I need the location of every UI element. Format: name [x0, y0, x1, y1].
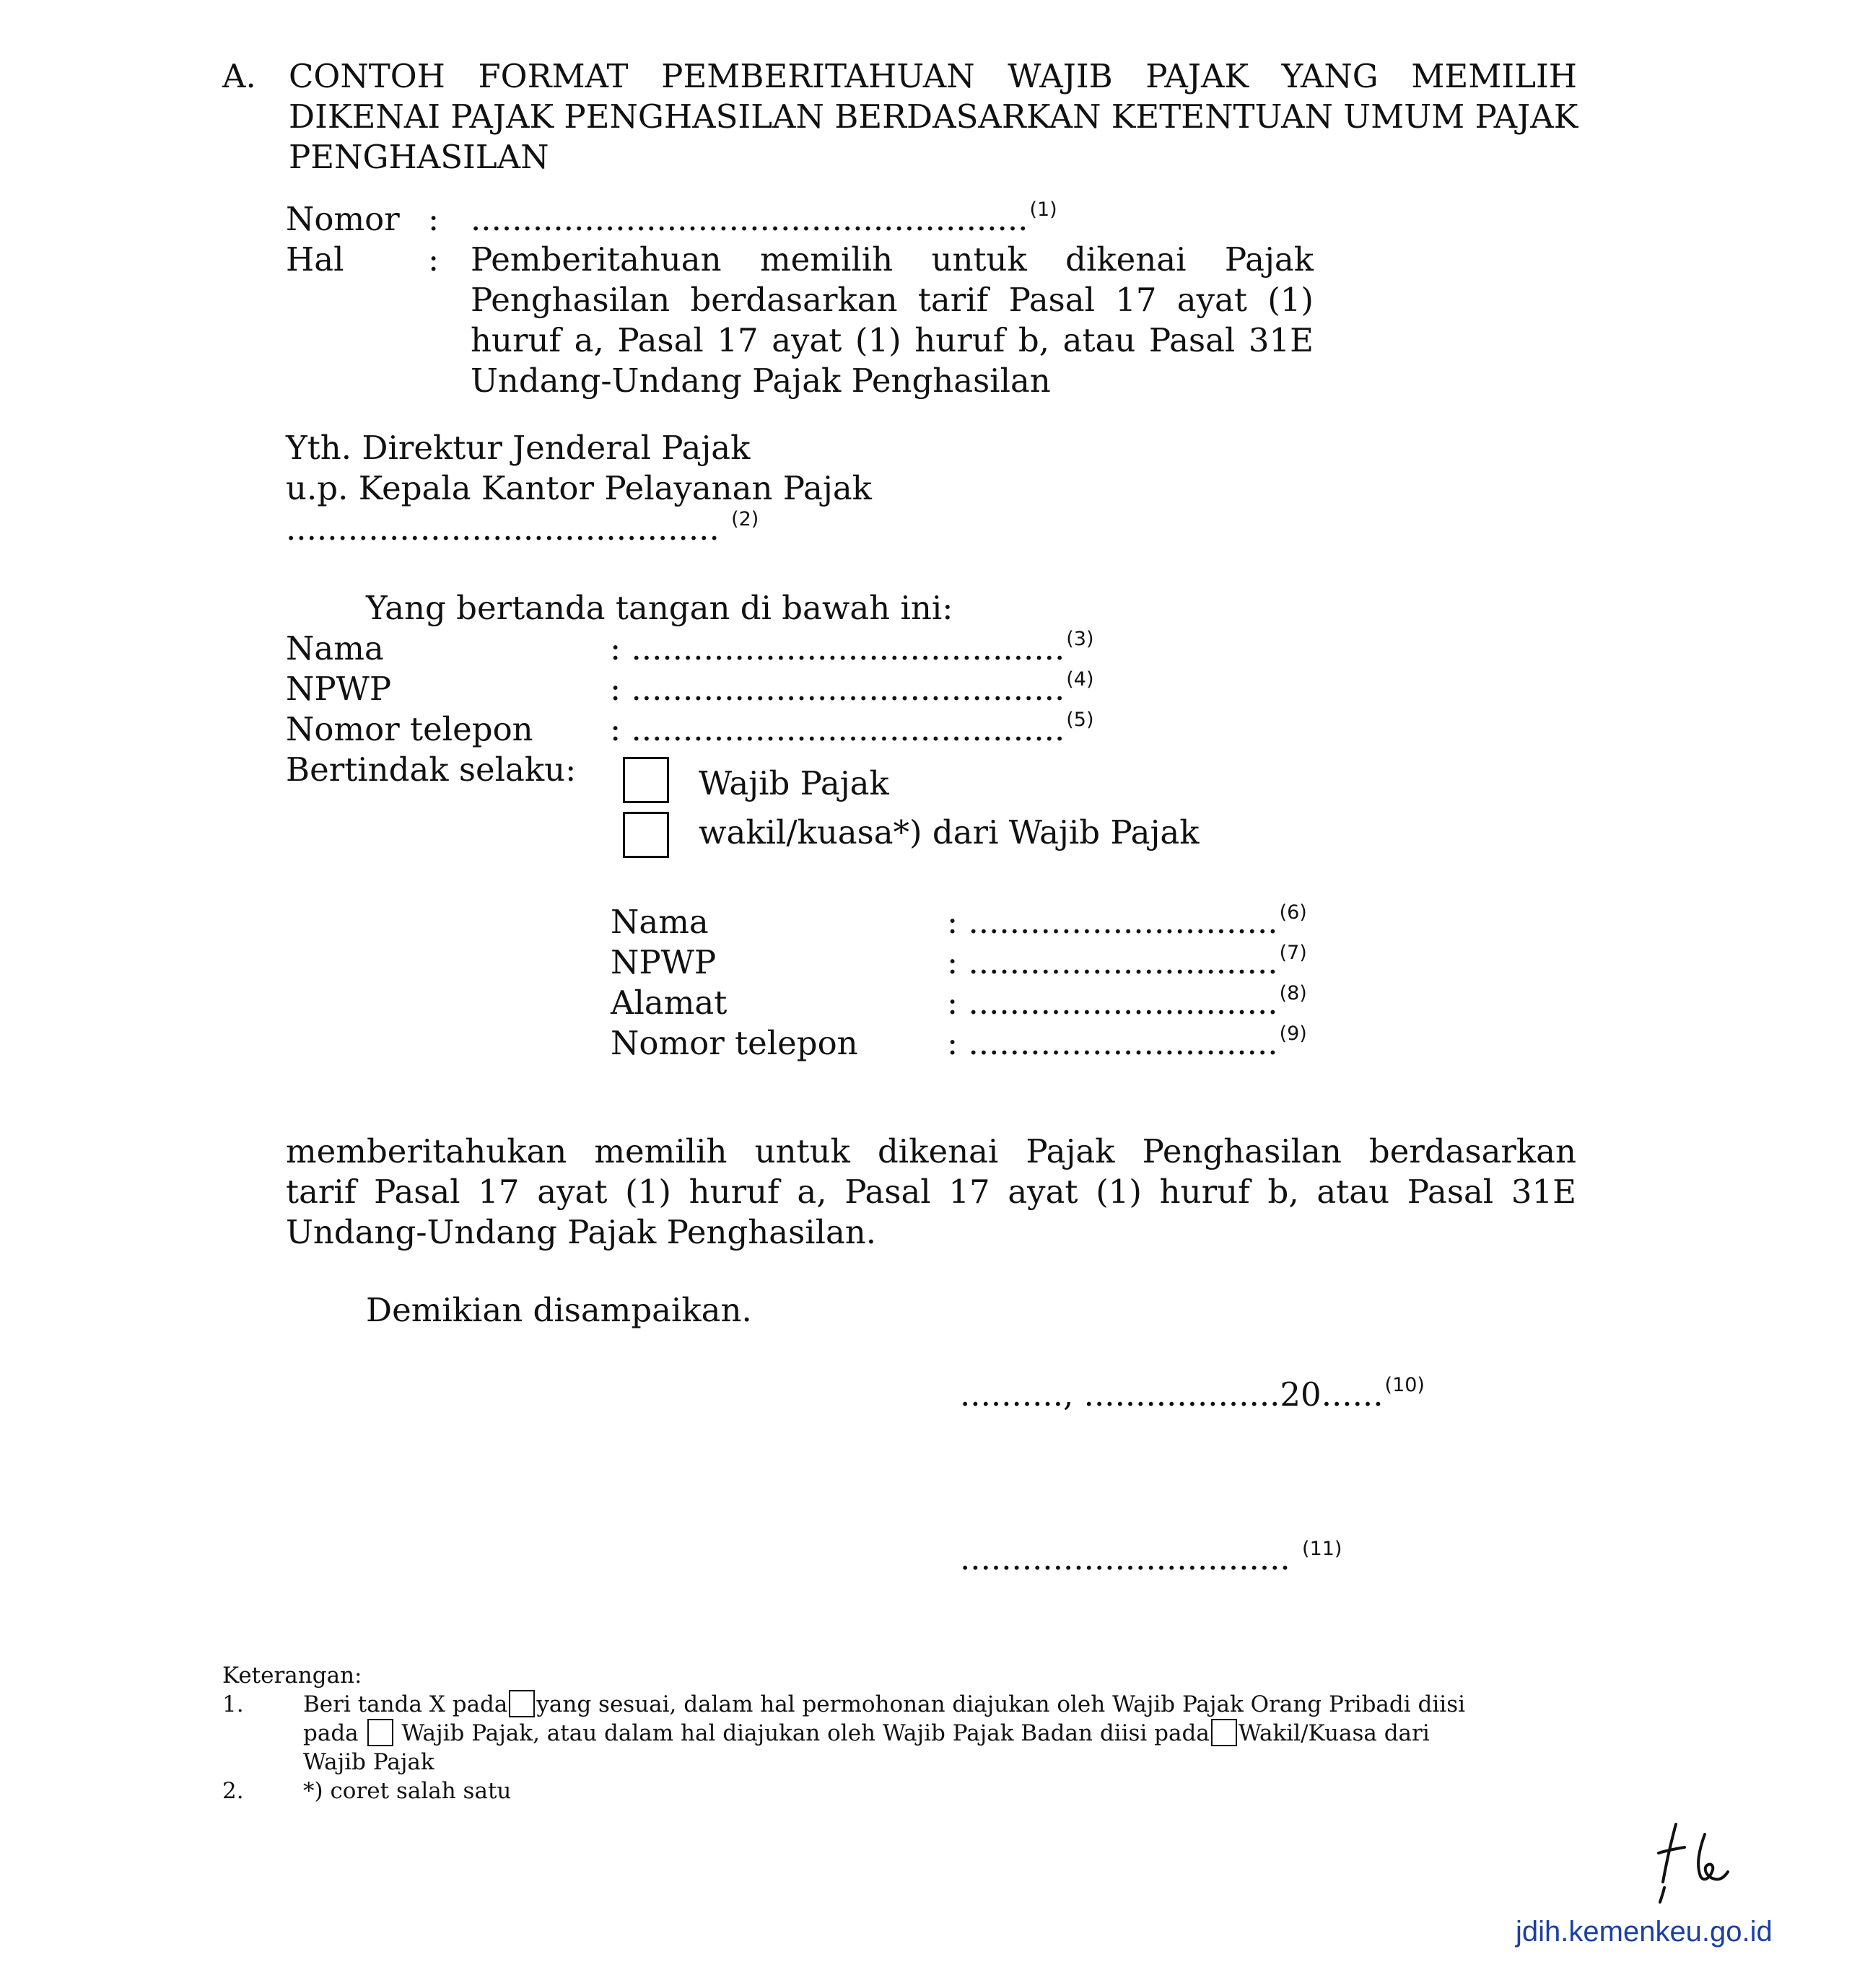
hal-line-4: Undang-Undang Pajak Penghasilan	[471, 362, 1051, 400]
signer-intro: Yang bertanda tangan di bawah ini:	[366, 589, 953, 627]
heading-line-2: DIKENAI PAJAK PENGHASILAN BERDASARKAN KETENTUAN UMUM PAJAK	[289, 97, 1578, 136]
signature-dots: ................................	[960, 1539, 1290, 1577]
nomor-dots: ......................................................	[471, 200, 1028, 238]
taxpayer-name-field	[947, 902, 1307, 947]
ref-4: (4)	[1066, 668, 1094, 691]
taxpayer-address-dots: : ..............................	[947, 984, 1278, 1022]
checkbox-wakil-kuasa[interactable]	[623, 812, 669, 858]
signer-name-field	[610, 629, 1094, 674]
addressee-line-2: u.p. Kepala Kantor Pelayanan Pajak	[286, 469, 872, 507]
signer-phone-field	[610, 709, 1094, 755]
signer-phone-dots: : ..........................................	[610, 710, 1065, 748]
taxpayer-phone-dots: : ..............................	[947, 1024, 1278, 1062]
nomor-label: Nomor	[286, 200, 400, 238]
statement-line-1: memberitahukan memilih untuk dikenai Pajak Penghasilan berdasarkan	[286, 1132, 1576, 1170]
statement-line-2: tarif Pasal 17 ayat (1) huruf a, Pasal 17 ayat (1) huruf b, atau Pasal 31E	[286, 1173, 1576, 1211]
hal-label: Hal	[286, 240, 344, 279]
note-1-line-1	[303, 1690, 1465, 1719]
note-2-text: *) coret salah satu	[303, 1778, 512, 1804]
note-1-text-e: Wakil/Kuasa dari	[1238, 1720, 1430, 1746]
taxpayer-npwp-dots: : ..............................	[947, 943, 1278, 981]
note-1-number: 1.	[222, 1691, 244, 1717]
ref-3: (3)	[1066, 628, 1094, 650]
taxpayer-phone-label: Nomor telepon	[611, 1024, 858, 1062]
ref-1: (1)	[1029, 198, 1057, 221]
note-1-text-c: pada	[303, 1720, 359, 1746]
signer-phone-label: Nomor telepon	[286, 710, 533, 748]
note-1-line-2	[303, 1719, 1430, 1748]
note-1-text-b: yang sesuai, dalam hal permohonan diajukan oleh Wajib Pajak Orang Pribadi diisi	[536, 1691, 1466, 1717]
hal-line-3: huruf a, Pasal 17 ayat (1) huruf b, atau Pasal 31E	[471, 321, 1314, 359]
closing-text: Demikian disampaikan.	[366, 1291, 752, 1329]
signer-name-label: Nama	[286, 629, 384, 667]
hal-line-1: Pemberitahuan memilih untuk dikenai Pajak	[471, 240, 1314, 279]
hal-line-2: Penghasilan berdasarkan tarif Pasal 17 ayat (1)	[471, 281, 1314, 319]
acting-as-label: Bertindak selaku:	[286, 750, 577, 789]
signer-npwp-dots: : ..........................................	[610, 670, 1065, 708]
notes-title: Keterangan:	[222, 1663, 362, 1689]
option-wakil-kuasa: wakil/kuasa*) dari Wajib Pajak	[699, 813, 1200, 851]
checkbox-wajib-pajak[interactable]	[623, 757, 669, 803]
signer-name-dots: : ..........................................	[610, 629, 1065, 667]
taxpayer-name-dots: : ..............................	[947, 903, 1278, 941]
place-date-field	[960, 1375, 1425, 1420]
ref-6: (6)	[1279, 901, 1307, 924]
heading-line-3: PENGHASILAN	[289, 138, 549, 176]
ref-2: (2)	[731, 508, 759, 530]
checkbox-sample-icon	[367, 1719, 393, 1746]
statement-line-3: Undang-Undang Pajak Penghasilan.	[286, 1213, 877, 1251]
ref-5: (5)	[1066, 709, 1094, 731]
addressee-field	[286, 509, 759, 554]
taxpayer-npwp-field	[947, 942, 1307, 988]
ref-8: (8)	[1279, 982, 1307, 1004]
taxpayer-npwp-label: NPWP	[611, 943, 717, 981]
nomor-colon: :	[428, 200, 440, 238]
taxpayer-address-field	[947, 983, 1307, 1028]
checkbox-sample-icon	[1211, 1719, 1237, 1746]
hal-colon: :	[428, 240, 440, 279]
checkbox-sample-icon	[509, 1690, 535, 1717]
note-1-text-a: Beri tanda X pada	[303, 1691, 508, 1717]
note-1-text-d: Wajib Pajak, atau dalam hal diajukan oleh Wajib Pajak Badan diisi pada	[401, 1720, 1210, 1746]
ref-9: (9)	[1279, 1023, 1307, 1045]
signature-initials-icon	[1638, 1818, 1739, 1905]
footer-url[interactable]: jdih.kemenkeu.go.id	[1516, 1916, 1773, 1948]
taxpayer-phone-field	[947, 1023, 1307, 1069]
signature-field	[960, 1538, 1342, 1584]
signer-npwp-label: NPWP	[286, 670, 392, 708]
note-2-number: 2.	[222, 1778, 244, 1804]
ref-10: (10)	[1384, 1374, 1425, 1396]
option-wajib-pajak: Wajib Pajak	[699, 764, 889, 802]
place-date-dots: .........., ...................20......	[960, 1375, 1384, 1414]
addressee-line-1: Yth. Direktur Jenderal Pajak	[286, 429, 751, 467]
ref-11: (11)	[1302, 1538, 1342, 1560]
ref-7: (7)	[1279, 942, 1307, 964]
heading-line-1: CONTOH FORMAT PEMBERITAHUAN WAJIB PAJAK YANG MEMILIH	[289, 57, 1577, 95]
taxpayer-name-label: Nama	[611, 903, 709, 941]
heading-letter: A.	[222, 57, 256, 95]
addressee-dots: ..........................................	[286, 509, 720, 548]
taxpayer-address-label: Alamat	[611, 984, 728, 1022]
note-1-line-3: Wajib Pajak	[303, 1749, 434, 1775]
signer-npwp-field	[610, 669, 1094, 714]
nomor-field	[471, 199, 1057, 245]
